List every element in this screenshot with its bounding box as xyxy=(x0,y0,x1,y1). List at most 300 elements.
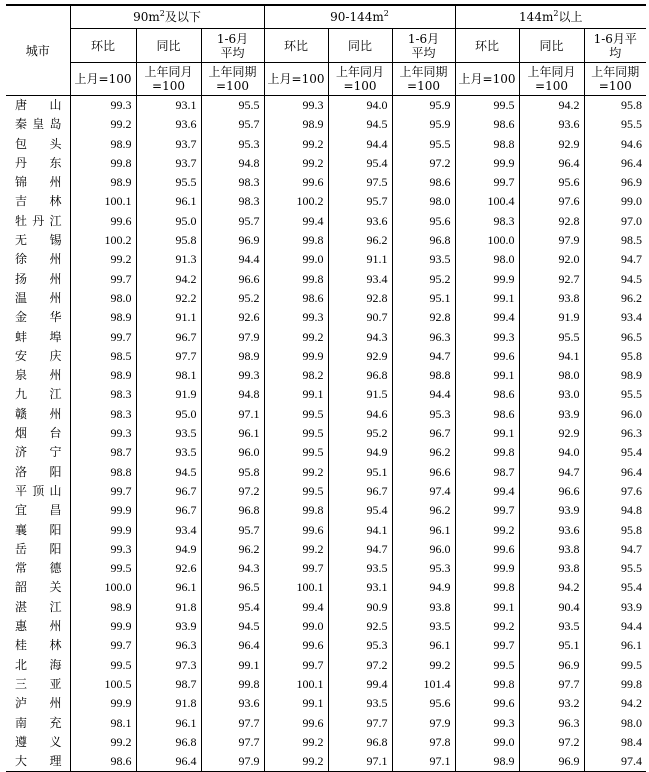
index-value-cell: 91.8 xyxy=(136,598,201,617)
index-value-cell: 97.9 xyxy=(392,714,455,733)
index-value-cell: 98.4 xyxy=(584,733,646,752)
index-value-cell: 99.2 xyxy=(264,463,328,482)
index-value-cell: 99.1 xyxy=(455,424,519,443)
index-value-cell: 98.5 xyxy=(70,347,136,366)
index-value-cell: 96.1 xyxy=(584,636,646,655)
index-value-cell: 95.4 xyxy=(328,501,392,520)
index-value-cell: 93.8 xyxy=(519,540,584,559)
index-value-cell: 99.2 xyxy=(264,154,328,173)
city-name-cell: 洛阳 xyxy=(15,464,62,479)
index-value-cell: 98.3 xyxy=(201,173,264,192)
index-value-cell: 95.0 xyxy=(136,405,201,424)
index-value-cell: 97.3 xyxy=(136,656,201,675)
table-row xyxy=(6,173,646,192)
index-value-cell: 97.7 xyxy=(519,675,584,694)
index-value-cell: 96.6 xyxy=(201,270,264,289)
index-value-cell: 95.8 xyxy=(584,96,646,116)
index-value-cell: 92.8 xyxy=(519,212,584,231)
index-value-cell: 93.7 xyxy=(136,135,201,154)
index-value-cell: 98.9 xyxy=(455,752,519,772)
index-value-cell: 94.4 xyxy=(328,135,392,154)
base-header-last-year-period: 上年同期=100 xyxy=(392,63,455,96)
index-value-cell: 99.3 xyxy=(70,96,136,116)
index-value-cell: 99.4 xyxy=(264,598,328,617)
index-value-cell: 94.3 xyxy=(328,328,392,347)
index-value-cell: 99.8 xyxy=(264,231,328,250)
city-name-cell: 宜昌 xyxy=(15,503,62,518)
table-row xyxy=(6,135,646,154)
mom-header: 环比 xyxy=(455,29,519,63)
city-name-cell: 扬州 xyxy=(15,271,62,286)
index-value-cell: 94.5 xyxy=(136,463,201,482)
index-value-cell: 93.6 xyxy=(136,115,201,134)
index-value-cell: 92.9 xyxy=(328,347,392,366)
index-value-cell: 100.1 xyxy=(70,192,136,211)
index-value-cell: 96.7 xyxy=(328,482,392,501)
index-value-cell: 94.1 xyxy=(519,347,584,366)
index-value-cell: 92.6 xyxy=(201,308,264,327)
index-value-cell: 91.5 xyxy=(328,385,392,404)
yoy-header: 同比 xyxy=(519,29,584,63)
index-value-cell: 96.6 xyxy=(519,482,584,501)
index-value-cell: 95.2 xyxy=(328,424,392,443)
index-value-cell: 99.8 xyxy=(584,675,646,694)
index-value-cell: 95.2 xyxy=(392,270,455,289)
table-row xyxy=(6,443,646,462)
index-value-cell: 95.5 xyxy=(584,559,646,578)
index-value-cell: 93.5 xyxy=(519,617,584,636)
index-value-cell: 99.5 xyxy=(584,656,646,675)
index-value-cell: 98.9 xyxy=(584,366,646,385)
index-value-cell: 95.5 xyxy=(201,96,264,116)
index-value-cell: 95.0 xyxy=(136,212,201,231)
table-row xyxy=(6,656,646,675)
index-value-cell: 99.5 xyxy=(264,482,328,501)
index-value-cell: 96.4 xyxy=(584,154,646,173)
index-value-cell: 92.0 xyxy=(519,250,584,269)
index-value-cell: 93.8 xyxy=(519,289,584,308)
index-value-cell: 94.9 xyxy=(328,443,392,462)
index-value-cell: 93.6 xyxy=(201,694,264,713)
index-value-cell: 96.3 xyxy=(136,636,201,655)
index-value-cell: 99.2 xyxy=(455,521,519,540)
index-value-cell: 99.9 xyxy=(70,617,136,636)
index-value-cell: 95.7 xyxy=(201,115,264,134)
index-value-cell: 101.4 xyxy=(392,675,455,694)
index-value-cell: 98.8 xyxy=(70,463,136,482)
index-value-cell: 93.9 xyxy=(136,617,201,636)
index-value-cell: 92.8 xyxy=(328,289,392,308)
index-value-cell: 95.4 xyxy=(201,598,264,617)
index-value-cell: 96.6 xyxy=(392,463,455,482)
index-value-cell: 99.0 xyxy=(455,733,519,752)
index-value-cell: 99.4 xyxy=(455,308,519,327)
table-row xyxy=(6,212,646,231)
base-header-last-year-month: 上年同月=100 xyxy=(519,63,584,96)
index-value-cell: 93.5 xyxy=(136,424,201,443)
index-value-cell: 99.1 xyxy=(455,366,519,385)
index-value-cell: 95.3 xyxy=(392,405,455,424)
index-value-cell: 99.6 xyxy=(264,173,328,192)
index-value-cell: 95.8 xyxy=(584,521,646,540)
index-value-cell: 94.0 xyxy=(328,96,392,116)
index-value-cell: 99.6 xyxy=(455,694,519,713)
index-value-cell: 99.4 xyxy=(455,482,519,501)
index-value-cell: 99.9 xyxy=(455,154,519,173)
index-value-cell: 98.9 xyxy=(70,366,136,385)
table-row xyxy=(6,675,646,694)
index-value-cell: 93.2 xyxy=(519,694,584,713)
index-value-cell: 97.7 xyxy=(201,733,264,752)
city-name-cell: 北海 xyxy=(15,657,62,672)
index-value-cell: 99.2 xyxy=(264,328,328,347)
index-value-cell: 99.7 xyxy=(70,636,136,655)
index-value-cell: 93.8 xyxy=(519,559,584,578)
index-value-cell: 93.9 xyxy=(519,501,584,520)
index-value-cell: 95.4 xyxy=(328,154,392,173)
index-value-cell: 92.8 xyxy=(392,308,455,327)
index-value-cell: 99.5 xyxy=(455,656,519,675)
index-value-cell: 97.9 xyxy=(201,752,264,772)
index-value-cell: 99.7 xyxy=(455,173,519,192)
index-value-cell: 98.3 xyxy=(201,192,264,211)
index-value-cell: 98.0 xyxy=(392,192,455,211)
city-name-cell: 惠州 xyxy=(15,619,62,634)
index-value-cell: 98.9 xyxy=(70,173,136,192)
index-value-cell: 98.3 xyxy=(455,212,519,231)
index-value-cell: 96.8 xyxy=(136,733,201,752)
index-value-cell: 99.6 xyxy=(70,212,136,231)
index-value-cell: 94.6 xyxy=(584,135,646,154)
base-header-last-year-month: 上年同月=100 xyxy=(136,63,201,96)
index-value-cell: 95.1 xyxy=(392,289,455,308)
index-value-cell: 100.1 xyxy=(264,675,328,694)
index-value-cell: 99.6 xyxy=(264,521,328,540)
index-value-cell: 96.9 xyxy=(519,752,584,772)
index-value-cell: 99.1 xyxy=(264,694,328,713)
index-value-cell: 97.7 xyxy=(328,714,392,733)
index-value-cell: 98.6 xyxy=(455,115,519,134)
index-value-cell: 93.6 xyxy=(519,115,584,134)
index-value-cell: 92.9 xyxy=(519,135,584,154)
index-value-cell: 99.2 xyxy=(264,752,328,772)
index-value-cell: 92.7 xyxy=(519,270,584,289)
index-value-cell: 93.4 xyxy=(328,270,392,289)
index-value-cell: 94.5 xyxy=(584,270,646,289)
index-value-cell: 90.4 xyxy=(519,598,584,617)
index-value-cell: 99.3 xyxy=(264,308,328,327)
index-value-cell: 95.3 xyxy=(328,636,392,655)
index-value-cell: 99.4 xyxy=(328,675,392,694)
index-value-cell: 94.8 xyxy=(584,501,646,520)
index-value-cell: 99.3 xyxy=(70,424,136,443)
table-row xyxy=(6,347,646,366)
table-row xyxy=(6,559,646,578)
index-value-cell: 93.5 xyxy=(136,443,201,462)
index-value-cell: 95.7 xyxy=(201,521,264,540)
index-value-cell: 97.2 xyxy=(392,154,455,173)
index-value-cell: 99.8 xyxy=(455,578,519,597)
city-name-cell: 岳阳 xyxy=(15,541,62,556)
index-value-cell: 99.5 xyxy=(264,443,328,462)
index-value-cell: 99.6 xyxy=(455,347,519,366)
index-value-cell: 98.0 xyxy=(584,714,646,733)
base-header-last-year-period: 上年同期=100 xyxy=(201,63,264,96)
index-value-cell: 99.1 xyxy=(264,385,328,404)
table-row xyxy=(6,231,646,250)
table-row xyxy=(6,424,646,443)
index-value-cell: 96.9 xyxy=(519,656,584,675)
table-row xyxy=(6,694,646,713)
index-value-cell: 93.5 xyxy=(328,694,392,713)
city-name-cell: 蚌埠 xyxy=(15,329,62,344)
table-row xyxy=(6,636,646,655)
index-value-cell: 94.7 xyxy=(328,540,392,559)
index-value-cell: 98.9 xyxy=(70,308,136,327)
base-header-last-month: 上月=100 xyxy=(70,63,136,96)
index-value-cell: 93.8 xyxy=(392,598,455,617)
index-value-cell: 98.2 xyxy=(264,366,328,385)
index-value-cell: 96.4 xyxy=(201,636,264,655)
index-value-cell: 93.5 xyxy=(328,559,392,578)
index-value-cell: 94.2 xyxy=(519,578,584,597)
city-name-cell: 安庆 xyxy=(15,348,62,363)
index-value-cell: 90.7 xyxy=(328,308,392,327)
index-value-cell: 95.8 xyxy=(584,347,646,366)
index-value-cell: 94.9 xyxy=(136,540,201,559)
index-value-cell: 96.0 xyxy=(584,405,646,424)
index-value-cell: 95.5 xyxy=(519,328,584,347)
avg-header: 1-6月平均 xyxy=(201,29,264,63)
index-value-cell: 97.7 xyxy=(201,714,264,733)
table-row xyxy=(6,308,646,327)
index-value-cell: 99.6 xyxy=(264,714,328,733)
index-value-cell: 93.1 xyxy=(136,96,201,116)
index-value-cell: 100.5 xyxy=(70,675,136,694)
table-row xyxy=(6,617,646,636)
group-header-90-144: $90-144m^2$ xyxy=(264,5,455,29)
index-value-cell: 98.9 xyxy=(201,347,264,366)
index-value-cell: 99.0 xyxy=(584,192,646,211)
index-value-cell: 99.0 xyxy=(264,250,328,269)
index-value-cell: 94.7 xyxy=(392,347,455,366)
table-row xyxy=(6,463,646,482)
index-value-cell: 94.1 xyxy=(328,521,392,540)
index-value-cell: 95.2 xyxy=(201,289,264,308)
city-name-cell: 赣州 xyxy=(15,406,62,421)
index-value-cell: 99.5 xyxy=(264,405,328,424)
index-value-cell: 96.7 xyxy=(136,328,201,347)
city-name-cell: 烟台 xyxy=(15,426,62,441)
index-value-cell: 94.5 xyxy=(201,617,264,636)
avg-header: 1-6月平均 xyxy=(392,29,455,63)
index-value-cell: 97.1 xyxy=(201,405,264,424)
price-index-table xyxy=(6,4,646,772)
table-row xyxy=(6,385,646,404)
index-value-cell: 99.8 xyxy=(264,270,328,289)
index-value-cell: 91.8 xyxy=(136,694,201,713)
index-value-cell: 99.2 xyxy=(392,656,455,675)
city-name-cell: 包头 xyxy=(15,136,62,151)
index-value-cell: 99.2 xyxy=(70,733,136,752)
table-row xyxy=(6,714,646,733)
index-value-cell: 98.3 xyxy=(70,385,136,404)
index-value-cell: 96.7 xyxy=(392,424,455,443)
index-value-cell: 97.1 xyxy=(392,752,455,772)
index-value-cell: 99.7 xyxy=(264,656,328,675)
index-value-cell: 93.5 xyxy=(392,250,455,269)
city-name-cell: 常德 xyxy=(15,561,62,576)
index-value-cell: 97.4 xyxy=(392,482,455,501)
index-value-cell: 95.1 xyxy=(519,636,584,655)
index-value-cell: 94.7 xyxy=(584,250,646,269)
city-name-cell: 唐山 xyxy=(15,98,62,112)
index-value-cell: 95.3 xyxy=(201,135,264,154)
table-row xyxy=(6,482,646,501)
index-value-cell: 98.1 xyxy=(136,366,201,385)
table-row xyxy=(6,270,646,289)
index-value-cell: 96.2 xyxy=(201,540,264,559)
city-name-cell: 南充 xyxy=(15,715,62,730)
index-value-cell: 98.8 xyxy=(455,135,519,154)
index-value-cell: 94.2 xyxy=(584,694,646,713)
index-value-cell: 90.9 xyxy=(328,598,392,617)
index-value-cell: 94.6 xyxy=(328,405,392,424)
index-value-cell: 96.1 xyxy=(136,578,201,597)
city-name-cell: 平顶山 xyxy=(15,483,62,498)
table-row xyxy=(6,366,646,385)
index-value-cell: 93.4 xyxy=(584,308,646,327)
index-value-cell: 98.3 xyxy=(70,405,136,424)
index-value-cell: 99.7 xyxy=(70,328,136,347)
base-header-last-month: 上月=100 xyxy=(455,63,519,96)
index-value-cell: 95.5 xyxy=(584,385,646,404)
index-value-cell: 99.6 xyxy=(455,540,519,559)
index-value-cell: 96.2 xyxy=(392,501,455,520)
index-value-cell: 96.8 xyxy=(201,501,264,520)
city-name-cell: 徐州 xyxy=(15,252,62,267)
index-value-cell: 92.2 xyxy=(136,289,201,308)
index-value-cell: 96.8 xyxy=(392,231,455,250)
table-row xyxy=(6,154,646,173)
yoy-header: 同比 xyxy=(328,29,392,63)
index-value-cell: 99.3 xyxy=(264,96,328,116)
city-name-cell: 九江 xyxy=(15,387,62,402)
index-value-cell: 96.1 xyxy=(392,636,455,655)
index-value-cell: 93.7 xyxy=(136,154,201,173)
index-value-cell: 100.0 xyxy=(70,578,136,597)
city-name-cell: 锦州 xyxy=(15,175,62,190)
index-value-cell: 98.0 xyxy=(519,366,584,385)
index-value-cell: 98.6 xyxy=(455,405,519,424)
city-name-cell: 吉林 xyxy=(15,194,62,209)
index-value-cell: 98.7 xyxy=(70,443,136,462)
index-value-cell: 99.1 xyxy=(201,656,264,675)
city-name-cell: 金华 xyxy=(15,310,62,325)
group-header-under-90: $90m^2$及以下 xyxy=(70,5,264,29)
index-value-cell: 99.8 xyxy=(70,154,136,173)
index-value-cell: 96.9 xyxy=(201,231,264,250)
index-value-cell: 92.5 xyxy=(328,617,392,636)
base-header-last-year-month: 上年同月=100 xyxy=(328,63,392,96)
city-name-cell: 泉州 xyxy=(15,368,62,383)
city-name-cell: 无锡 xyxy=(15,233,62,248)
index-value-cell: 99.8 xyxy=(264,501,328,520)
index-value-cell: 93.1 xyxy=(328,578,392,597)
index-value-cell: 96.1 xyxy=(392,521,455,540)
index-value-cell: 99.7 xyxy=(264,559,328,578)
index-value-cell: 91.1 xyxy=(136,308,201,327)
index-value-cell: 97.9 xyxy=(201,328,264,347)
index-value-cell: 99.9 xyxy=(455,270,519,289)
index-value-cell: 94.3 xyxy=(201,559,264,578)
index-value-cell: 99.7 xyxy=(70,270,136,289)
index-value-cell: 93.9 xyxy=(519,405,584,424)
index-value-cell: 99.4 xyxy=(264,212,328,231)
index-value-cell: 94.0 xyxy=(519,443,584,462)
table-row xyxy=(6,578,646,597)
city-name-cell: 遵义 xyxy=(15,734,62,749)
index-value-cell: 96.2 xyxy=(328,231,392,250)
index-value-cell: 96.5 xyxy=(201,578,264,597)
index-value-cell: 96.8 xyxy=(328,733,392,752)
table-container xyxy=(6,4,646,772)
index-value-cell: 95.9 xyxy=(392,115,455,134)
index-value-cell: 98.0 xyxy=(455,250,519,269)
index-value-cell: 99.0 xyxy=(264,617,328,636)
index-value-cell: 97.2 xyxy=(328,656,392,675)
index-value-cell: 96.4 xyxy=(584,463,646,482)
table-row xyxy=(6,405,646,424)
index-value-cell: 97.0 xyxy=(584,212,646,231)
index-value-cell: 91.9 xyxy=(519,308,584,327)
city-name-cell: 温州 xyxy=(15,290,62,305)
index-value-cell: 92.6 xyxy=(136,559,201,578)
index-value-cell: 96.1 xyxy=(136,714,201,733)
index-value-cell: 99.7 xyxy=(455,636,519,655)
index-value-cell: 96.5 xyxy=(584,328,646,347)
index-value-cell: 99.7 xyxy=(455,501,519,520)
base-header-last-year-period: 上年同期=100 xyxy=(584,63,646,96)
index-value-cell: 95.6 xyxy=(392,212,455,231)
index-value-cell: 96.1 xyxy=(201,424,264,443)
index-value-cell: 99.6 xyxy=(264,636,328,655)
index-value-cell: 99.2 xyxy=(70,250,136,269)
index-value-cell: 97.5 xyxy=(328,173,392,192)
index-value-cell: 98.7 xyxy=(136,675,201,694)
index-value-cell: 99.5 xyxy=(264,424,328,443)
index-value-cell: 95.8 xyxy=(201,463,264,482)
table-row xyxy=(6,289,646,308)
index-value-cell: 99.7 xyxy=(70,482,136,501)
index-value-cell: 100.2 xyxy=(264,192,328,211)
table-row xyxy=(6,733,646,752)
index-value-cell: 99.9 xyxy=(70,501,136,520)
index-value-cell: 99.2 xyxy=(264,733,328,752)
index-value-cell: 95.4 xyxy=(584,578,646,597)
index-value-cell: 97.9 xyxy=(519,231,584,250)
city-column-header: 城市 xyxy=(6,5,70,96)
index-value-cell: 93.0 xyxy=(519,385,584,404)
city-name-cell: 大理 xyxy=(6,752,70,772)
index-value-cell: 94.4 xyxy=(584,617,646,636)
index-value-cell: 91.3 xyxy=(136,250,201,269)
index-value-cell: 96.7 xyxy=(136,501,201,520)
index-value-cell: 98.5 xyxy=(584,231,646,250)
index-value-cell: 94.2 xyxy=(136,270,201,289)
index-value-cell: 98.6 xyxy=(455,385,519,404)
index-value-cell: 100.0 xyxy=(455,231,519,250)
